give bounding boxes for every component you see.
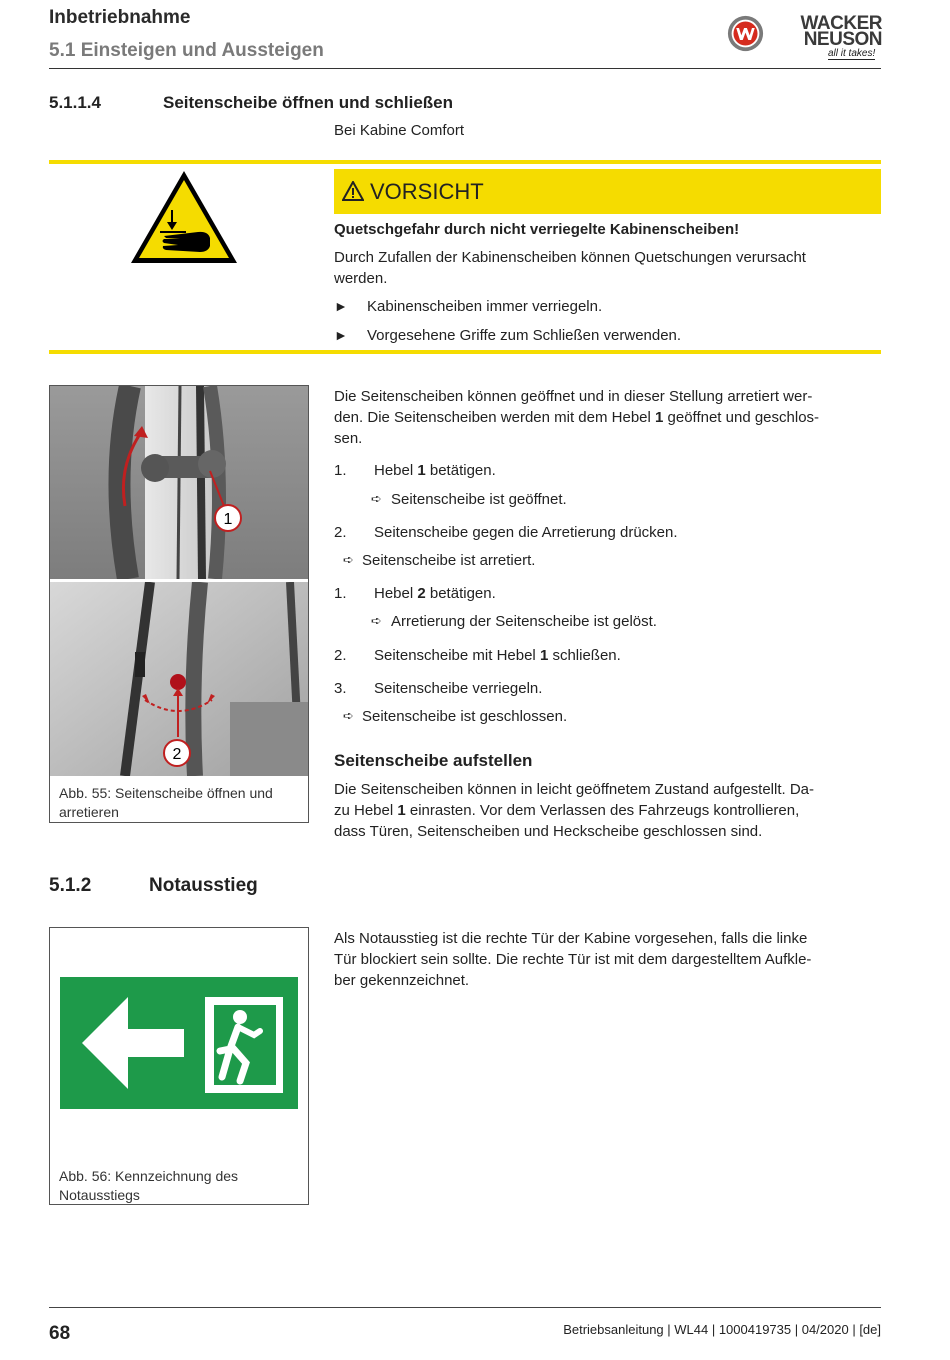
figure-56-caption-line-2: Notausstiegs <box>59 1187 140 1203</box>
step-number: 2. <box>334 647 347 664</box>
crush-hazard-warning-icon <box>128 168 240 266</box>
section-number: 5.1.2 <box>49 875 92 896</box>
emergency-exit-line-3: ber gekennzeichnet. <box>334 972 470 989</box>
step-b-2: Seitenscheibe mit Hebel 1 schließen. <box>374 647 621 664</box>
step-a-1: Hebel 1 betätigen. <box>374 462 496 479</box>
section-intro: Bei Kabine Comfort <box>334 122 465 139</box>
step-b-1: Hebel 2 betätigen. <box>374 585 496 602</box>
section-number: 5.1.1.4 <box>49 93 101 112</box>
figure-56-caption-line-1: Abb. 56: Kennzeichnung des <box>59 1168 239 1184</box>
warning-bullet-1: Kabinenscheiben immer verriegeln. <box>367 298 603 315</box>
warning-bullet-2: Vorgesehene Griffe zum Schließen verwenden. <box>367 327 682 344</box>
subsection-line-1: Die Seitenscheiben können in leicht geöffnetem Zustand aufgestellt. Da- <box>334 781 815 798</box>
lever-2-photo <box>50 582 308 776</box>
step-number: 2. <box>334 524 347 541</box>
step-number: 1. <box>334 585 347 602</box>
section-subtitle: 5.1 Einsteigen und Aussteigen <box>49 40 324 61</box>
emergency-exit-line-1: Als Notausstieg ist die rechte Tür der Kabine vorgesehen, falls die linke <box>334 930 808 947</box>
step-a-1-result: Seitenscheibe ist geöffnet. <box>391 491 567 508</box>
warning-top-rule <box>49 160 881 164</box>
bullet-arrow-icon: ► <box>334 298 348 314</box>
figure-55-caption-line-2: arretieren <box>59 804 119 820</box>
section-heading: Seitenscheibe öffnen und schließen <box>163 93 453 112</box>
result-arrow-icon: ➪ <box>371 613 382 628</box>
warning-heading: Quetschgefahr durch nicht verriegelte Kabinenscheiben! <box>334 221 740 238</box>
chapter-title: Inbetriebnahme <box>49 7 191 28</box>
warning-label: VORSICHT <box>370 179 484 204</box>
emergency-exit-line-2: Tür blockiert sein sollte. Die rechte Tür ist mit dem dargestelltem Aufkle- <box>334 951 812 968</box>
warning-triangle-icon <box>342 181 364 201</box>
brand-tagline: all it takes! <box>828 48 876 59</box>
procedure-para-line-2: den. Die Seitenscheiben werden mit dem Hebel 1 geöffnet und geschlos- <box>334 409 820 426</box>
emergency-exit-sign-icon <box>60 977 298 1109</box>
footer-divider <box>49 1307 881 1308</box>
figure-55-caption-line-1: Abb. 55: Seitenscheibe öffnen und <box>59 785 273 801</box>
warning-text-line-1: Durch Zufallen der Kabinenscheiben können Quetschungen verursacht <box>334 249 806 266</box>
callout-2: 2 <box>172 746 182 763</box>
step-a-2: Seitenscheibe gegen die Arretierung drücken. <box>374 524 678 541</box>
header-divider <box>49 68 881 69</box>
result-b: Seitenscheibe ist geschlossen. <box>362 708 568 725</box>
step-b-1-result: Arretierung der Seitenscheibe ist gelöst. <box>391 613 657 630</box>
procedure-para-line-1: Die Seitenscheiben können geöffnet und in dieser Stellung arretiert wer- <box>334 388 813 405</box>
result-a: Seitenscheibe ist arretiert. <box>362 552 536 569</box>
subsection-line-2: zu Hebel 1 einrasten. Vor dem Verlassen des Fahrzeugs kontrollieren, <box>334 802 800 819</box>
step-b-3: Seitenscheibe verriegeln. <box>374 680 543 697</box>
wacker-neuson-logo-icon <box>727 15 764 52</box>
lever-1-photo <box>50 386 308 579</box>
subsection-heading: Seitenscheibe aufstellen <box>334 751 533 770</box>
section-heading: Notausstieg <box>149 875 258 896</box>
step-number: 1. <box>334 462 347 479</box>
subsection-line-3: dass Türen, Seitenscheiben und Heckscheibe geschlossen sind. <box>334 823 763 840</box>
bullet-arrow-icon: ► <box>334 327 348 343</box>
step-number: 3. <box>334 680 347 697</box>
page-number: 68 <box>49 1323 71 1344</box>
result-arrow-icon: ➪ <box>343 552 354 567</box>
callout-1: 1 <box>223 511 233 528</box>
result-arrow-icon: ➪ <box>371 491 382 506</box>
procedure-para-line-3: sen. <box>334 430 363 447</box>
result-arrow-icon: ➪ <box>343 708 354 723</box>
brand-logo-text <box>790 13 882 50</box>
warning-text-line-2: werden. <box>334 270 388 287</box>
brand-line-2: NEUSON <box>803 29 882 50</box>
brand-line-1: WACKER <box>800 13 882 34</box>
warning-bottom-rule <box>49 350 881 354</box>
document-info: Betriebsanleitung | WL44 | 1000419735 | 04/2020 | [de] <box>563 1322 881 1337</box>
